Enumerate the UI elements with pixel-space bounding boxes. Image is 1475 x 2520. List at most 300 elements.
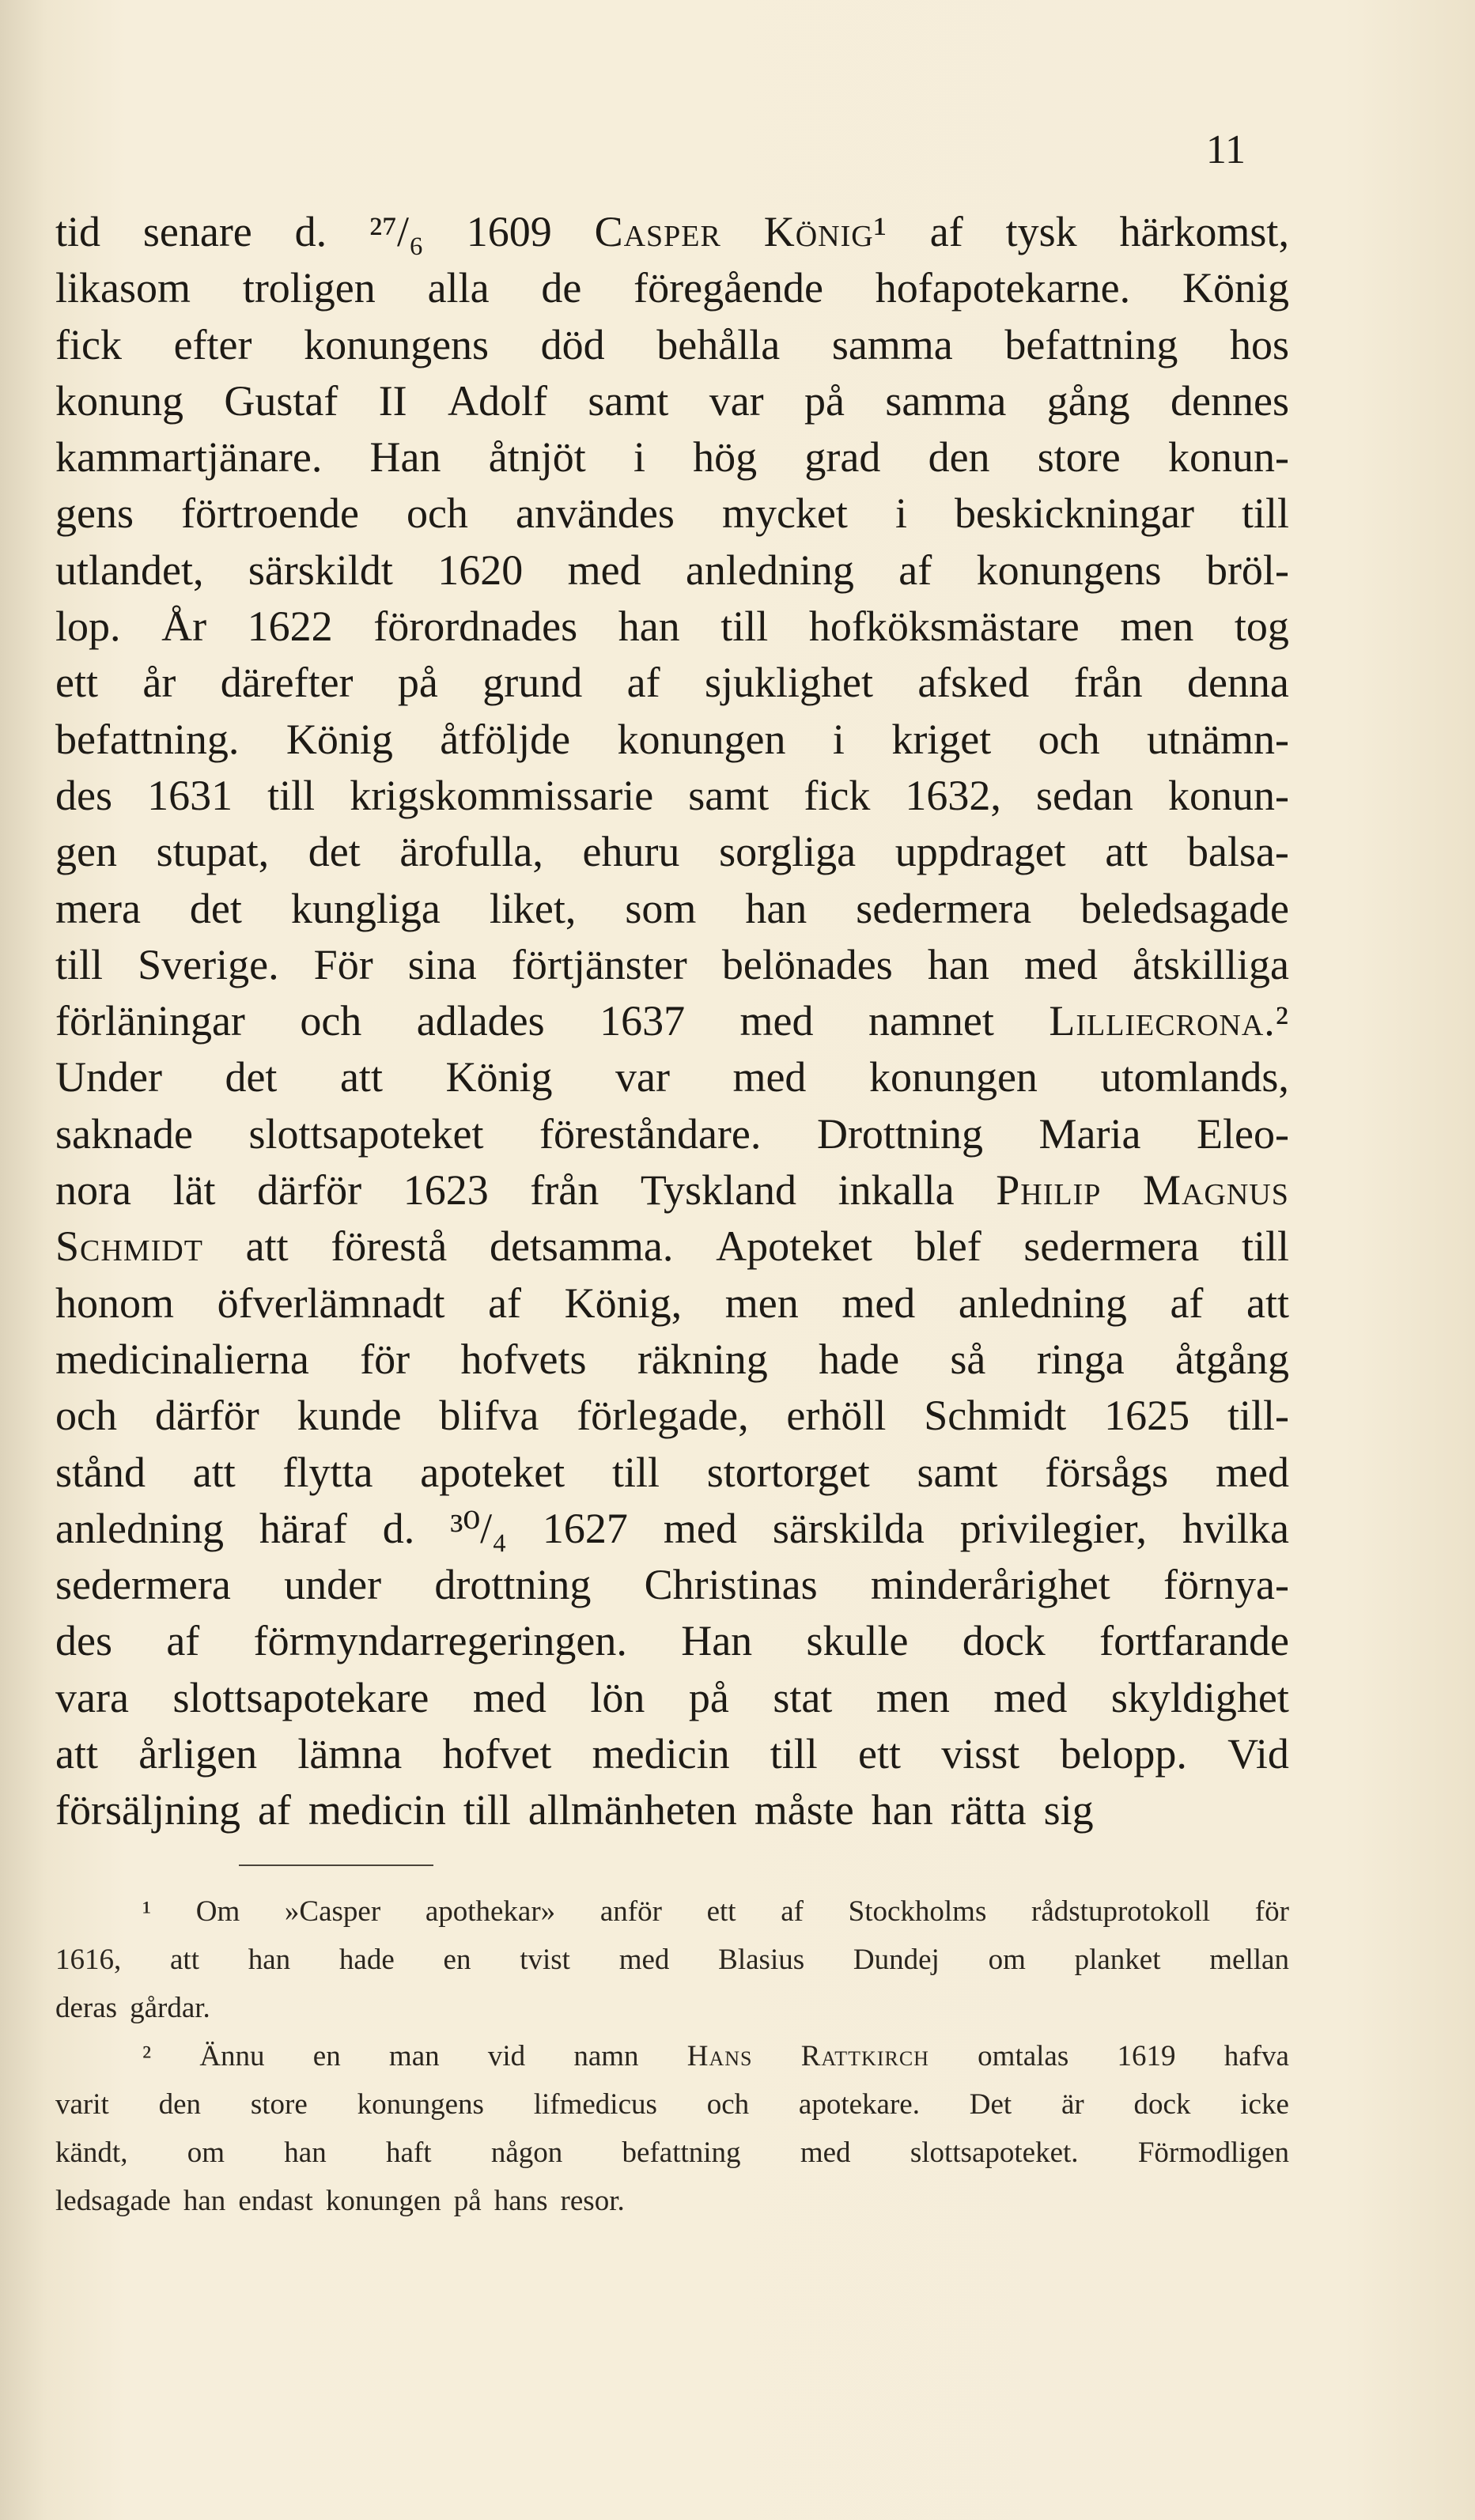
word: samt: [917, 1448, 998, 1496]
word: det: [308, 828, 361, 876]
word: nora: [55, 1166, 131, 1215]
word: sjuklighet: [704, 659, 873, 707]
footnote-line: [55, 1887, 1289, 1936]
footnotes: [55, 1887, 1289, 2225]
word: till: [611, 1448, 660, 1496]
word: befattning: [622, 2137, 741, 2169]
word: hofköksmästare: [808, 603, 1080, 651]
word: åtskilliga: [1133, 940, 1289, 988]
word: beledsagade: [1080, 884, 1289, 932]
word: skyldighet: [1110, 1673, 1289, 1721]
word: stånd: [55, 1448, 146, 1496]
word: Han: [681, 1617, 753, 1665]
word: till: [1241, 1222, 1289, 1271]
word: denna: [1186, 659, 1289, 707]
word: König,: [564, 1279, 683, 1327]
word: han: [927, 940, 989, 988]
word: fick: [55, 320, 122, 368]
word: han: [871, 1786, 933, 1834]
word: fick: [804, 771, 871, 819]
word: gen: [55, 828, 117, 876]
word: stortorget: [706, 1448, 870, 1496]
word: att: [1246, 1279, 1289, 1327]
word: åtnjöt: [488, 433, 586, 482]
word: dock: [962, 1617, 1046, 1665]
word: föreståndare.: [539, 1109, 762, 1158]
word: apothekar»: [425, 1895, 556, 1928]
word: det: [189, 884, 242, 932]
word: samt: [688, 771, 770, 819]
word: mellan: [1209, 1944, 1289, 1976]
word: kriget: [891, 715, 992, 763]
word: store: [1037, 433, 1121, 482]
word: hofapotekarne.: [875, 264, 1131, 312]
word: med: [842, 1279, 916, 1327]
word: ett: [55, 659, 98, 707]
word: Adolf: [448, 376, 547, 425]
word: hos: [1229, 320, 1289, 368]
word: öfverlämnadt: [217, 1279, 445, 1327]
word: 1616,: [55, 1944, 122, 1976]
word: gång: [1046, 376, 1130, 425]
word: af: [1170, 1279, 1204, 1327]
footnote-line: [55, 2177, 1289, 2225]
text-line: [55, 1218, 1289, 1275]
text-line: [55, 1557, 1289, 1613]
word: grad: [804, 433, 881, 482]
word: till: [463, 1786, 511, 1834]
word: anför: [599, 1895, 662, 1928]
word: Hans: [686, 2040, 753, 2072]
word: sedermera: [55, 1561, 231, 1609]
word: konungen: [617, 715, 786, 763]
word: i: [633, 433, 645, 482]
word: med: [1023, 940, 1098, 988]
word: blef: [914, 1222, 981, 1271]
word: Maria: [1038, 1109, 1141, 1158]
word: förlegade,: [577, 1392, 749, 1440]
word: ³⁰/₄: [450, 1504, 507, 1552]
word: 1622: [247, 603, 333, 651]
word: erhöll: [786, 1392, 887, 1440]
word: af: [929, 208, 963, 255]
word: König: [286, 715, 393, 763]
text-line: [55, 881, 1289, 937]
word: stupat,: [156, 828, 270, 876]
word: grund: [482, 659, 583, 707]
word: till: [770, 1730, 818, 1778]
word: konungen: [325, 2185, 441, 2217]
word: med: [1215, 1448, 1289, 1496]
word: konun-: [1167, 433, 1289, 482]
word: 1625: [1104, 1392, 1190, 1440]
word: år: [142, 659, 176, 707]
word: Casper: [594, 208, 721, 255]
word: att: [192, 1448, 236, 1496]
word: ²: [142, 2040, 152, 2072]
word: 1620: [437, 546, 524, 594]
word: föregående: [633, 264, 823, 312]
word: med: [472, 1673, 547, 1721]
word: måste: [754, 1786, 854, 1834]
word: utnämn-: [1147, 715, 1289, 763]
word: II: [378, 376, 407, 425]
word: hade: [819, 1335, 900, 1383]
word: förtjänster: [511, 940, 687, 988]
word: ärofulla,: [399, 828, 543, 876]
word: det: [225, 1053, 278, 1101]
word: resor.: [560, 2185, 625, 2217]
word: om: [187, 2137, 225, 2169]
word: därför: [154, 1392, 259, 1440]
word: för: [1254, 1895, 1289, 1928]
word: i: [894, 489, 907, 538]
word: förläningar: [55, 997, 245, 1045]
word: ²⁷/₆: [369, 208, 424, 255]
word: medicin: [308, 1786, 446, 1834]
text-line: [55, 1106, 1289, 1162]
word: konungens: [304, 320, 490, 368]
word: att: [170, 1944, 199, 1976]
text-line: [55, 1670, 1289, 1726]
word: befattning: [1004, 320, 1178, 368]
word: namn: [573, 2040, 639, 2072]
word: med: [993, 1673, 1068, 1721]
word: hög: [693, 433, 758, 482]
word: därefter: [220, 659, 354, 707]
word: König¹: [763, 208, 887, 255]
word: Vid: [1227, 1730, 1289, 1778]
word: tid: [55, 208, 101, 255]
word: ringa: [1036, 1335, 1125, 1383]
word: att: [55, 1730, 98, 1778]
word: mycket: [721, 489, 848, 538]
word: på: [804, 376, 845, 425]
word: ett: [858, 1730, 901, 1778]
word: under: [284, 1561, 382, 1609]
footnote-line: [55, 1984, 1289, 2032]
word: slottsapotekare: [172, 1673, 429, 1721]
word: kammartjänare.: [55, 433, 323, 482]
word: För: [313, 940, 373, 988]
word: gens: [55, 489, 134, 538]
text-line: [55, 655, 1289, 711]
word: troligen: [242, 264, 376, 312]
word: på: [688, 1673, 729, 1721]
word: ett: [706, 1895, 736, 1928]
word: försågs: [1045, 1448, 1169, 1496]
word: af: [488, 1279, 522, 1327]
word: likasom: [55, 264, 191, 312]
text-line: [55, 317, 1289, 373]
word: slottsapoteket.: [910, 2137, 1079, 2169]
word: haft: [386, 2137, 432, 2169]
word: den: [158, 2088, 202, 2121]
word: hofvets: [460, 1335, 587, 1383]
word: med: [618, 1944, 670, 1976]
word: sorgliga: [719, 828, 857, 876]
word: namnet: [868, 997, 994, 1045]
word: Lilliecrona.²: [1049, 997, 1289, 1045]
word: död: [540, 320, 605, 368]
word: 1619: [1117, 2040, 1176, 2072]
word: vid: [487, 2040, 526, 2072]
word: Philip: [996, 1166, 1102, 1215]
word: så: [950, 1335, 986, 1383]
word: König: [445, 1053, 553, 1101]
text-line: [55, 429, 1289, 485]
word: hafva: [1223, 2040, 1289, 2072]
word: åtgång: [1175, 1335, 1289, 1383]
word: kändt,: [55, 2137, 128, 2169]
word: medicinalierna: [55, 1335, 309, 1383]
word: Schmidt: [55, 1222, 203, 1271]
word: Om: [195, 1895, 240, 1928]
word: dennes: [1171, 376, 1289, 425]
word: hvilka: [1182, 1504, 1289, 1552]
word: med: [663, 1504, 737, 1552]
word: och: [1038, 715, 1100, 763]
word: samt: [588, 376, 669, 425]
word: omtalas: [978, 2040, 1069, 2072]
word: Förmodligen: [1137, 2137, 1289, 2169]
word: sedan: [1035, 771, 1133, 819]
word: hade: [338, 1944, 395, 1976]
word: att: [245, 1222, 289, 1271]
word: någon: [490, 2137, 563, 2169]
word: tysk: [1005, 208, 1077, 255]
text-line: [55, 937, 1289, 993]
word: bröl-: [1205, 546, 1289, 594]
word: att: [339, 1053, 383, 1101]
word: blifva: [439, 1392, 539, 1440]
word: icke: [1240, 2088, 1289, 2121]
word: om: [988, 1944, 1026, 1976]
word: anledning: [685, 546, 854, 594]
word: i: [832, 715, 845, 763]
word: han: [248, 1944, 291, 1976]
word: tvist: [520, 1944, 570, 1976]
word: slottsapoteket: [248, 1109, 484, 1158]
word: ehuru: [582, 828, 680, 876]
word: Gustaf: [224, 376, 338, 425]
word: en: [443, 1944, 471, 1976]
word: af: [626, 659, 660, 707]
word: senare: [142, 208, 252, 255]
word: afsked: [917, 659, 1030, 707]
word: uppdraget: [894, 828, 1066, 876]
word: användes: [515, 489, 675, 538]
word: därför: [257, 1166, 362, 1215]
word: Apoteket: [716, 1222, 873, 1271]
word: förnya-: [1163, 1561, 1289, 1609]
word: 1609: [466, 208, 552, 255]
word: årligen: [138, 1730, 258, 1778]
word: Blasius: [718, 1944, 805, 1976]
text-line: [55, 542, 1289, 599]
word: häraf: [259, 1504, 347, 1552]
word: minderårighet: [870, 1561, 1110, 1609]
word: Christinas: [644, 1561, 818, 1609]
word: sedermera: [1023, 1222, 1200, 1271]
word: men: [876, 1673, 950, 1721]
word: d.: [294, 208, 327, 255]
word: att: [1105, 828, 1148, 876]
word: lifmedicus: [533, 2088, 657, 2121]
text-line: [55, 768, 1289, 824]
word: König: [1182, 264, 1289, 312]
page-number: 11: [1205, 127, 1246, 172]
text-line: [55, 599, 1289, 655]
word: tog: [1234, 603, 1289, 651]
word: liket,: [489, 884, 577, 932]
text-line: [55, 1332, 1289, 1388]
word: balsa-: [1186, 828, 1289, 876]
word: från: [530, 1166, 599, 1215]
footnote-line: [55, 2080, 1289, 2129]
body-text: [55, 204, 1289, 1839]
word: anledning: [55, 1504, 224, 1552]
word: Rattkirch: [800, 2040, 929, 2072]
word: visst: [941, 1730, 1020, 1778]
word: försäljning: [55, 1786, 240, 1834]
footnote-line: [55, 2129, 1289, 2177]
word: hans: [494, 2185, 548, 2217]
word: räkning: [637, 1335, 768, 1383]
word: 1623: [403, 1166, 489, 1215]
word: förestå: [331, 1222, 448, 1271]
word: des: [55, 1617, 112, 1665]
footnote-line: [55, 2032, 1289, 2080]
word: honom: [55, 1279, 175, 1327]
word: med: [732, 1053, 807, 1101]
word: med: [800, 2137, 851, 2169]
word: lämna: [297, 1730, 403, 1778]
word: konungen: [868, 1053, 1038, 1101]
text-line: [55, 204, 1289, 260]
word: på: [397, 659, 438, 707]
word: Drottning: [816, 1109, 983, 1158]
word: belopp.: [1060, 1730, 1187, 1778]
footnote-rule: [239, 1864, 433, 1866]
word: med: [739, 997, 814, 1045]
text-line: [55, 485, 1289, 542]
word: Magnus: [1142, 1166, 1289, 1215]
word: förtroende: [181, 489, 359, 538]
word: des: [55, 771, 112, 819]
word: förordnades: [373, 603, 578, 651]
word: apotekare.: [798, 2088, 920, 2121]
word: Under: [55, 1053, 162, 1101]
word: 1632,: [905, 771, 1001, 819]
word: apoteket: [420, 1448, 565, 1496]
text-line: [55, 260, 1289, 316]
word: särskilda: [772, 1504, 925, 1552]
word: kungliga: [290, 884, 441, 932]
word: gårdar.: [130, 1992, 210, 2024]
word: detsamma.: [489, 1222, 674, 1271]
word: Han: [369, 433, 441, 482]
word: d.: [382, 1504, 415, 1552]
word: samma: [885, 376, 1007, 425]
text-line: [55, 824, 1289, 880]
word: han: [183, 2185, 226, 2217]
word: befattning.: [55, 715, 240, 763]
word: Sverige.: [138, 940, 279, 988]
word: 1631: [147, 771, 233, 819]
word: dock: [1133, 2088, 1191, 2121]
word: 1637: [599, 997, 686, 1045]
word: till: [1241, 489, 1289, 538]
word: medicin: [592, 1730, 730, 1778]
word: Ännu: [199, 2040, 265, 2072]
text-line: [55, 1275, 1289, 1332]
word: behålla: [656, 320, 781, 368]
word: för: [360, 1335, 410, 1383]
word: vara: [55, 1673, 129, 1721]
word: ¹: [142, 1895, 152, 1928]
word: »Casper: [284, 1895, 381, 1928]
word: lön: [590, 1673, 645, 1721]
word: lop.: [55, 603, 121, 651]
word: kunde: [297, 1392, 402, 1440]
text-line: [55, 1049, 1289, 1105]
text-line: [55, 1501, 1289, 1557]
word: och: [406, 489, 468, 538]
word: Det: [969, 2088, 1012, 2121]
word: och: [55, 1392, 117, 1440]
word: af: [898, 546, 932, 594]
word: som: [625, 884, 697, 932]
text-line: [55, 1162, 1289, 1218]
text-line: [55, 712, 1289, 768]
word: Eleo-: [1197, 1109, 1289, 1158]
word: Schmidt: [924, 1392, 1067, 1440]
word: och: [706, 2088, 750, 2121]
word: mera: [55, 884, 141, 932]
word: fortfarande: [1099, 1617, 1289, 1665]
word: konungens: [976, 546, 1162, 594]
word: af: [781, 1895, 804, 1928]
word: hofvet: [442, 1730, 552, 1778]
word: sig: [1043, 1786, 1094, 1834]
word: ledsagade: [55, 2185, 171, 2217]
word: af: [257, 1786, 291, 1834]
word: förmyndarregeringen.: [253, 1617, 627, 1665]
word: Dundej: [853, 1944, 940, 1976]
word: från: [1073, 659, 1143, 707]
word: beskickningar: [955, 489, 1194, 538]
text-line: [55, 1613, 1289, 1669]
word: konung: [55, 376, 183, 425]
text-line: [55, 373, 1289, 429]
footnote-line: [55, 1936, 1289, 1984]
word: konungens: [357, 2088, 484, 2121]
word: store: [250, 2088, 308, 2121]
word: men: [724, 1279, 799, 1327]
word: konun-: [1168, 771, 1289, 819]
word: alla: [427, 264, 490, 312]
word: man: [388, 2040, 440, 2072]
word: allmänheten: [528, 1786, 737, 1834]
word: han: [618, 603, 680, 651]
word: men: [1120, 603, 1194, 651]
word: till: [720, 603, 769, 651]
word: utomlands,: [1100, 1053, 1289, 1101]
word: inkalla: [838, 1166, 955, 1215]
word: anledning: [958, 1279, 1127, 1327]
word: skulle: [806, 1617, 909, 1665]
